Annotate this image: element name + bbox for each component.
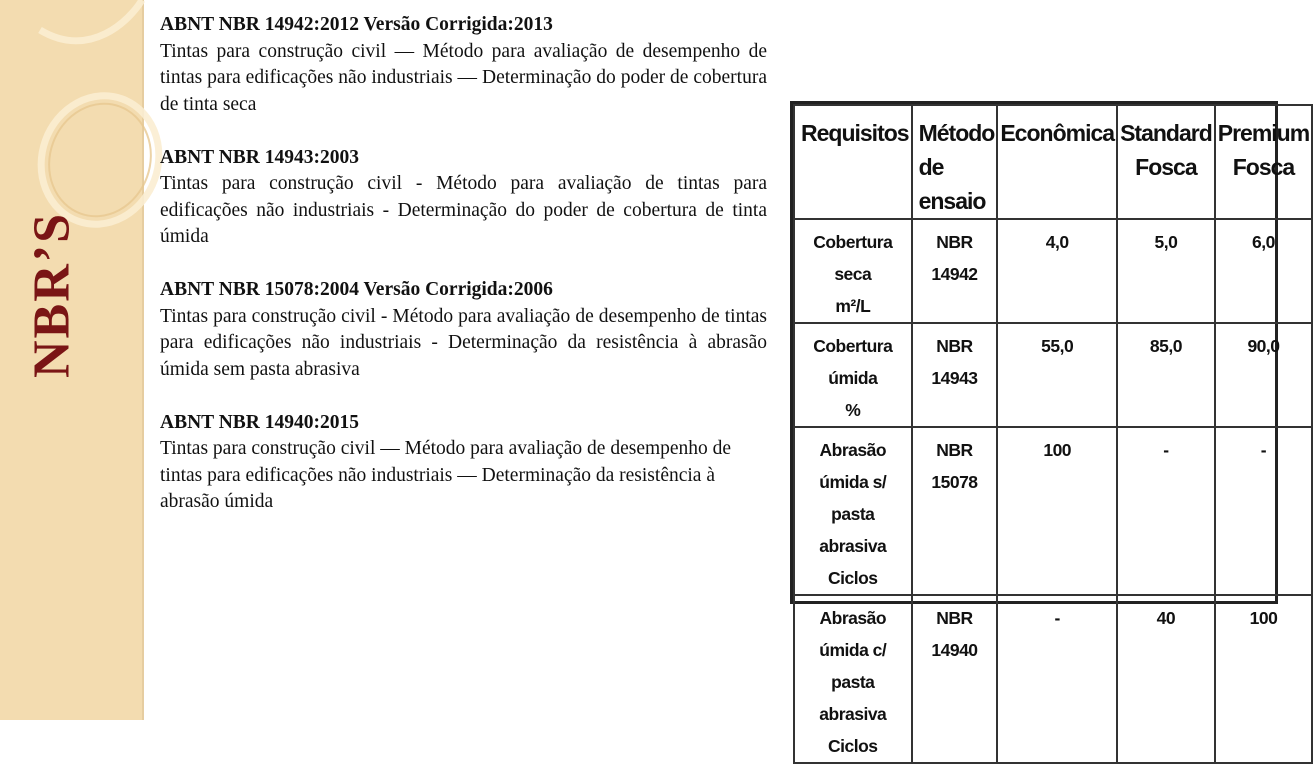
standards-list	[160, 12, 767, 542]
header-economica: Econômica	[997, 105, 1117, 219]
requirement-line: m²/L	[835, 296, 871, 316]
method-cell: NBR 15078	[912, 427, 998, 595]
table-row	[794, 595, 1312, 763]
header-standard: Standard Fosca	[1117, 105, 1215, 219]
table-row	[794, 427, 1312, 595]
value-cell: 6,0	[1215, 219, 1312, 323]
requirements-table	[793, 104, 1313, 764]
requirement-line: %	[845, 400, 861, 420]
value-cell: 100	[997, 427, 1117, 595]
standard-description: Tintas para construção civil — Método para avaliação de desempenho de tintas para edificações não industriais — Determinação da resistência à abrasão úmida	[160, 438, 732, 512]
standard-code: ABNT NBR 14943:2003	[160, 146, 359, 168]
requirement-line: Ciclos	[828, 568, 878, 588]
standard-code: ABNT NBR 15078:2004 Versão Corrigida:2006	[160, 279, 553, 300]
requirement-line: pasta abrasiva	[819, 672, 887, 724]
value-cell: 85,0	[1117, 323, 1215, 427]
standard-item	[160, 12, 767, 118]
value-cell: 40	[1117, 595, 1215, 763]
method-cell: NBR 14940	[912, 595, 998, 763]
sidebar	[0, 0, 144, 720]
standard-description: Tintas para construção civil - Método para avaliação de desempenho de tintas para edificações não industriais - Determinação da resistência à abrasão úmida sem pasta abrasiva	[160, 305, 767, 380]
table-header-row	[794, 105, 1312, 219]
standard-item	[160, 277, 767, 383]
table-row	[794, 219, 1312, 323]
value-cell: 100	[1215, 595, 1312, 763]
value-cell: 90,0	[1215, 323, 1312, 427]
method-cell: NBR 14942	[912, 219, 998, 323]
requirement-line: pasta abrasiva	[819, 504, 887, 556]
value-cell: 55,0	[997, 323, 1117, 427]
requirements-table-image	[790, 101, 1310, 756]
requirement-line: Cobertura úmida	[813, 336, 893, 388]
value-cell: 5,0	[1117, 219, 1215, 323]
requirement-cell	[794, 219, 912, 323]
standard-description: Tintas para construção civil - Método para avaliação de tintas para edificações não industriais - Determinação do poder de cobertura de tinta úmida	[160, 173, 767, 247]
value-cell: -	[997, 595, 1117, 763]
value-cell: 4,0	[997, 219, 1117, 323]
header-metodo: Método de ensaio	[912, 105, 998, 219]
value-cell: -	[1215, 427, 1312, 595]
standard-item	[160, 410, 767, 516]
header-requisitos: Requisitos	[794, 105, 912, 219]
method-cell: NBR 14943	[912, 323, 998, 427]
standard-code: ABNT NBR 14940:2015	[160, 411, 359, 433]
header-premium: Premium Fosca	[1215, 105, 1312, 219]
requirement-line: Ciclos	[828, 736, 878, 756]
standard-item	[160, 145, 767, 251]
requirement-cell	[794, 427, 912, 595]
standard-description: Tintas para construção civil — Método para avaliação de desempenho de tintas para edificações não industriais — Determinação do poder de cobertura de tinta seca	[160, 40, 767, 115]
requirement-cell	[794, 323, 912, 427]
table-row	[794, 323, 1312, 427]
value-cell: -	[1117, 427, 1215, 595]
sidebar-title: NBR’S	[23, 211, 81, 379]
standard-code: ABNT NBR 14942:2012 Versão Corrigida:2013	[160, 14, 553, 35]
requirement-cell	[794, 595, 912, 763]
requirement-line: Abrasão úmida c/	[819, 608, 887, 660]
requirement-line: Cobertura seca	[813, 232, 893, 284]
requirement-line: Abrasão úmida s/	[819, 440, 887, 492]
